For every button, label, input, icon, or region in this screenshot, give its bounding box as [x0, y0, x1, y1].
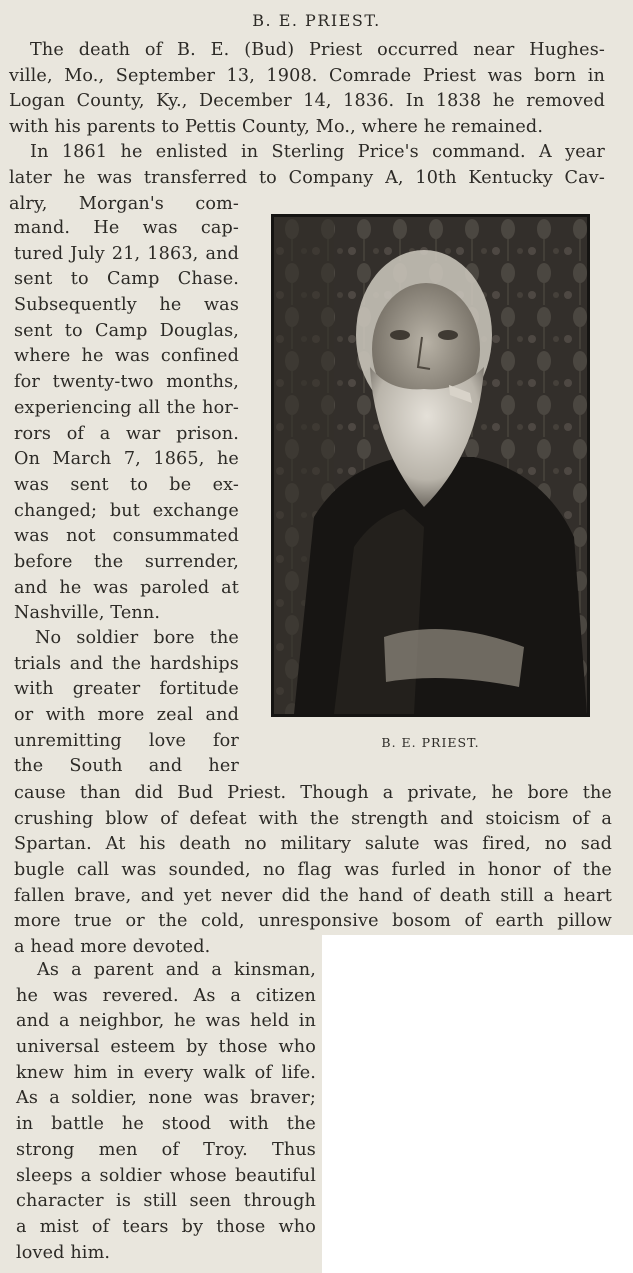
text-line: In 1861 he enlisted in Sterling Price's command. A year — [30, 142, 605, 162]
text-line: he was revered. As a citizen — [16, 985, 316, 1006]
text-line: in battle he stood with the — [16, 1114, 316, 1135]
text-line: more true or the cold, unresponsive bosom of earth pillow — [14, 911, 612, 932]
text-line: the South and her — [14, 756, 239, 777]
text-line: ville, Mo., September 13, 1908. Comrade Priest was born in — [9, 65, 605, 86]
article-heading: B. E. PRIEST. — [252, 11, 381, 30]
text-line: sleeps a soldier whose beautiful — [16, 1165, 316, 1186]
text-line: Logan County, Ky., December 14, 1836. In 1838 he removed — [9, 91, 605, 112]
text-line: a head more devoted. — [14, 937, 211, 958]
paragraph-service-start — [9, 140, 605, 191]
text-line: rors of a war prison. — [14, 423, 239, 444]
text-line: unremitting love for — [14, 730, 239, 751]
text-line: for twenty-two months, — [14, 372, 239, 393]
text-line: a mist of tears by those who — [16, 1216, 316, 1237]
text-line: bugle call was sounded, no flag was furled in honor of the — [14, 860, 612, 881]
text-line: sent to Camp Chase. — [14, 269, 239, 290]
paragraph-tribute-column — [14, 626, 239, 780]
text-line: alry, Morgan's com- — [9, 194, 239, 214]
text-line: universal esteem by those who — [16, 1037, 316, 1058]
text-line: where he was confined — [14, 346, 239, 367]
text-line: strong men of Troy. Thus — [16, 1139, 316, 1160]
text-line: Subsequently he was — [14, 295, 239, 316]
text-line: loved him. — [16, 1242, 111, 1263]
text-line: character is still seen through — [16, 1191, 316, 1212]
paragraph-service-column — [14, 216, 239, 627]
photo-caption: B. E. PRIEST. — [381, 735, 480, 750]
text-line: later he was transferred to Company A, 10th Kentucky Cav- — [9, 167, 605, 188]
text-line: with his parents to Pettis County, Mo., where he remained. — [9, 117, 544, 138]
text-line: Spartan. At his death no military salute was fired, no sad — [14, 834, 612, 855]
text-line: knew him in every walk of life. — [16, 1062, 316, 1083]
portrait-illustration — [274, 217, 587, 714]
text-line: experiencing all the hor- — [14, 397, 239, 418]
text-line: The death of B. E. (Bud) Priest occurred near Hughes- — [30, 40, 605, 60]
text-line: sent to Camp Douglas, — [14, 320, 239, 341]
text-line: No soldier bore the — [35, 628, 239, 648]
text-line: Nashville, Tenn. — [14, 603, 161, 624]
paragraph-closing — [16, 958, 316, 1266]
text-line: cause than did Bud Priest. Though a private, he bore the — [14, 783, 612, 803]
text-line: On March 7, 1865, he — [14, 449, 239, 470]
text-line: trials and the hardships — [14, 653, 239, 674]
text-line: tured July 21, 1863, and — [14, 243, 239, 264]
text-line: before the surrender, — [14, 551, 239, 572]
paragraph-death-notice — [9, 38, 605, 141]
text-line: and he was paroled at — [14, 577, 239, 598]
portrait-photo — [271, 214, 590, 717]
text-line: with greater fortitude — [14, 679, 239, 700]
text-line: crushing blow of defeat with the strength and stoicism of a — [14, 808, 612, 829]
text-line: was sent to be ex- — [14, 474, 239, 495]
paragraph-tribute-full — [14, 781, 612, 961]
text-line: As a soldier, none was braver; — [16, 1088, 316, 1109]
text-line: was not consummated — [14, 526, 239, 547]
text-line: and a neighbor, he was held in — [16, 1011, 316, 1032]
text-line: mand. He was cap- — [14, 218, 239, 238]
text-line: fallen brave, and yet never did the hand of death still a heart — [14, 885, 612, 906]
text-line: As a parent and a kinsman, — [37, 960, 316, 980]
text-line: or with more zeal and — [14, 705, 239, 726]
text-line: changed; but exchange — [14, 500, 239, 521]
paragraph-service-wrap — [9, 192, 239, 218]
